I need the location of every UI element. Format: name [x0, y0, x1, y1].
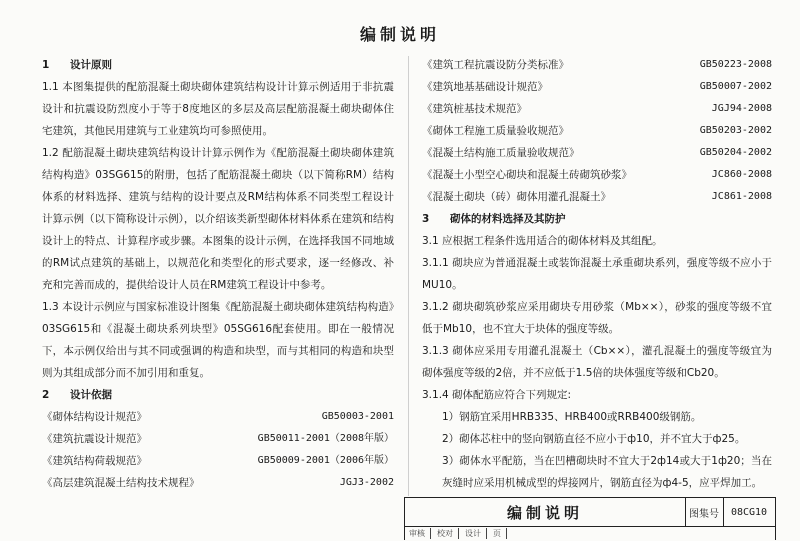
reference-name: 《建筑工程抗震设防分类标准》 — [422, 59, 569, 71]
reference-name: 《混凝土砌块（砖）砌体用灌孔混凝土》 — [422, 191, 611, 203]
reference-item — [42, 428, 394, 450]
section-1-number: 1 — [42, 59, 50, 71]
reference-name: 《混凝土小型空心砌块和混凝土砖砌筑砂浆》 — [422, 169, 632, 181]
reference-code: JGJ3-2002 — [339, 477, 394, 488]
reference-code: JC861-2008 — [711, 191, 772, 202]
section-3-title: 砌体的材料选择及其防护 — [450, 213, 566, 225]
reference-item — [42, 472, 394, 494]
reference-code: JC860-2008 — [711, 169, 772, 180]
section-2-title: 设计依据 — [70, 389, 112, 401]
reference-code: GB50007-2002 — [699, 81, 772, 92]
signature-cell: 设计 — [465, 528, 487, 539]
atlas-number: 08CG10 — [723, 498, 775, 527]
section-1-heading — [42, 54, 394, 76]
paragraph-3-1-4: 3.1.4 砌体配筋应符合下列规定: — [422, 389, 572, 401]
paragraph-3-1-1: 3.1.1 砌块应为普通混凝土或装饰混凝土承重砌块系列，强度等级不应小于MU10。 — [422, 257, 772, 291]
section-3-heading — [422, 208, 772, 230]
reference-name: 《砌体工程施工质量验收规范》 — [422, 125, 569, 137]
reference-item — [422, 164, 772, 186]
reference-code: GB50009-2001（2006年版） — [257, 455, 394, 466]
reference-name: 《建筑地基基础设计规范》 — [422, 81, 548, 93]
drawing-title-block — [404, 497, 776, 540]
reference-item — [422, 98, 772, 120]
signature-row — [405, 526, 779, 541]
section-2-number: 2 — [42, 389, 50, 401]
reference-code: GB50203-2002 — [699, 125, 772, 136]
reference-name: 《高层建筑混凝土结构技术规程》 — [42, 477, 200, 489]
reference-item — [42, 450, 394, 472]
section-3-number: 3 — [422, 213, 430, 225]
list-item: 3）砌体水平配筋，当在凹槽砌块时不宜大于2ф14或大于1ф20；当在灰缝时应采用机械成型的焊接网片，钢筋直径为ф4-5，应平焊加工。 — [442, 455, 772, 489]
right-column — [422, 54, 772, 494]
section-1-title: 设计原则 — [70, 59, 112, 71]
paragraph-3-1-2: 3.1.2 砌块砌筑砂浆应采用砌块专用砂浆（Mb××），砂浆的强度等级不宜低于Mb10，也不宜大于块体的强度等级。 — [422, 301, 772, 335]
list-item: 2）砌体芯柱中的竖向钢筋直径不应小于ф10，并不宜大于ф25。 — [442, 433, 746, 445]
reference-code: JGJ94-2008 — [711, 103, 772, 114]
reference-item — [422, 186, 772, 208]
reference-code: GB50204-2002 — [699, 147, 772, 158]
paragraph-1-2: 1.2 配筋混凝土砌块建筑结构设计计算示例作为《配筋混凝土砌块砌体建筑结构构造》03SG615的附册，包括了配筋混凝土砌块（以下简称RM）结构体系的材料选择、建筑与结构的设计要点及RM结构体系不同类型工程设计计算示例（以下简称设计示例），以介绍该类新型砌体材料体系在建筑和结构设计上的特点、计算程序或步骤。本图集的设计示例，在选择我国不同地域的RM试点建筑的基础上，以规范化和类型化的形式要求，逐一经修改、补充和完善而成的，提供给设计人员在RM建筑工程设计中参考。 — [42, 147, 394, 291]
reference-name: 《建筑结构荷载规范》 — [42, 455, 147, 467]
reference-code: GB50003-2001 — [321, 411, 394, 422]
left-column — [42, 54, 394, 494]
reference-name: 《建筑桩基技术规范》 — [422, 103, 527, 115]
paragraph-3-1-3: 3.1.3 砌体应采用专用灌孔混凝土（Cb××），灌孔混凝土的强度等级宜为砌体强度等级的2倍，并不应低于1.5倍的块体强度等级和Cb20。 — [422, 345, 772, 379]
reference-code: GB50011-2001（2008年版） — [257, 433, 394, 444]
reference-name: 《混凝土结构施工质量验收规范》 — [422, 147, 580, 159]
signature-cell: 校对 — [437, 528, 459, 539]
atlas-number-label: 图集号 — [685, 498, 724, 527]
paragraph-1-3: 1.3 本设计示例应与国家标准设计图集《配筋混凝土砌块砌体建筑结构构造》03SG615和《混凝土砌块系列块型》05SG616配套使用。即在一般情况下，本示例仅给出与其不同或强调的构造和块型，而与其相同的构造和块型则为其组成部分而不加引用和重复。 — [42, 301, 394, 379]
column-divider — [408, 56, 409, 496]
reference-name: 《砌体结构设计规范》 — [42, 411, 147, 423]
reference-item — [422, 54, 772, 76]
signature-cell: 审核 — [409, 528, 431, 539]
list-item: 1）钢筋宜采用HRB335、HRB400或RRB400级钢筋。 — [442, 411, 702, 423]
reference-item — [422, 120, 772, 142]
reference-code: GB50223-2008 — [699, 59, 772, 70]
page-title: 编制说明 — [359, 25, 440, 44]
reference-item — [422, 76, 772, 98]
paragraph-1-1: 1.1 本图集提供的配筋混凝土砌块砌体建筑结构设计计算示例适用于非抗震设计和抗震设防烈度小于等于8度地区的多层及高层配筋混凝土砌块砌体住宅建筑，其他民用建筑与工业建筑均可参照使用。 — [42, 81, 394, 137]
title-block-name: 编制说明 — [405, 498, 686, 527]
section-2-heading — [42, 384, 394, 406]
paragraph-3-1: 3.1 应根据工程条件选用适合的砌体材料及其组配。 — [422, 235, 663, 247]
reference-name: 《建筑抗震设计规范》 — [42, 433, 147, 445]
reference-item — [42, 406, 394, 428]
signature-cell: 页 — [493, 528, 507, 539]
reference-item — [422, 142, 772, 164]
